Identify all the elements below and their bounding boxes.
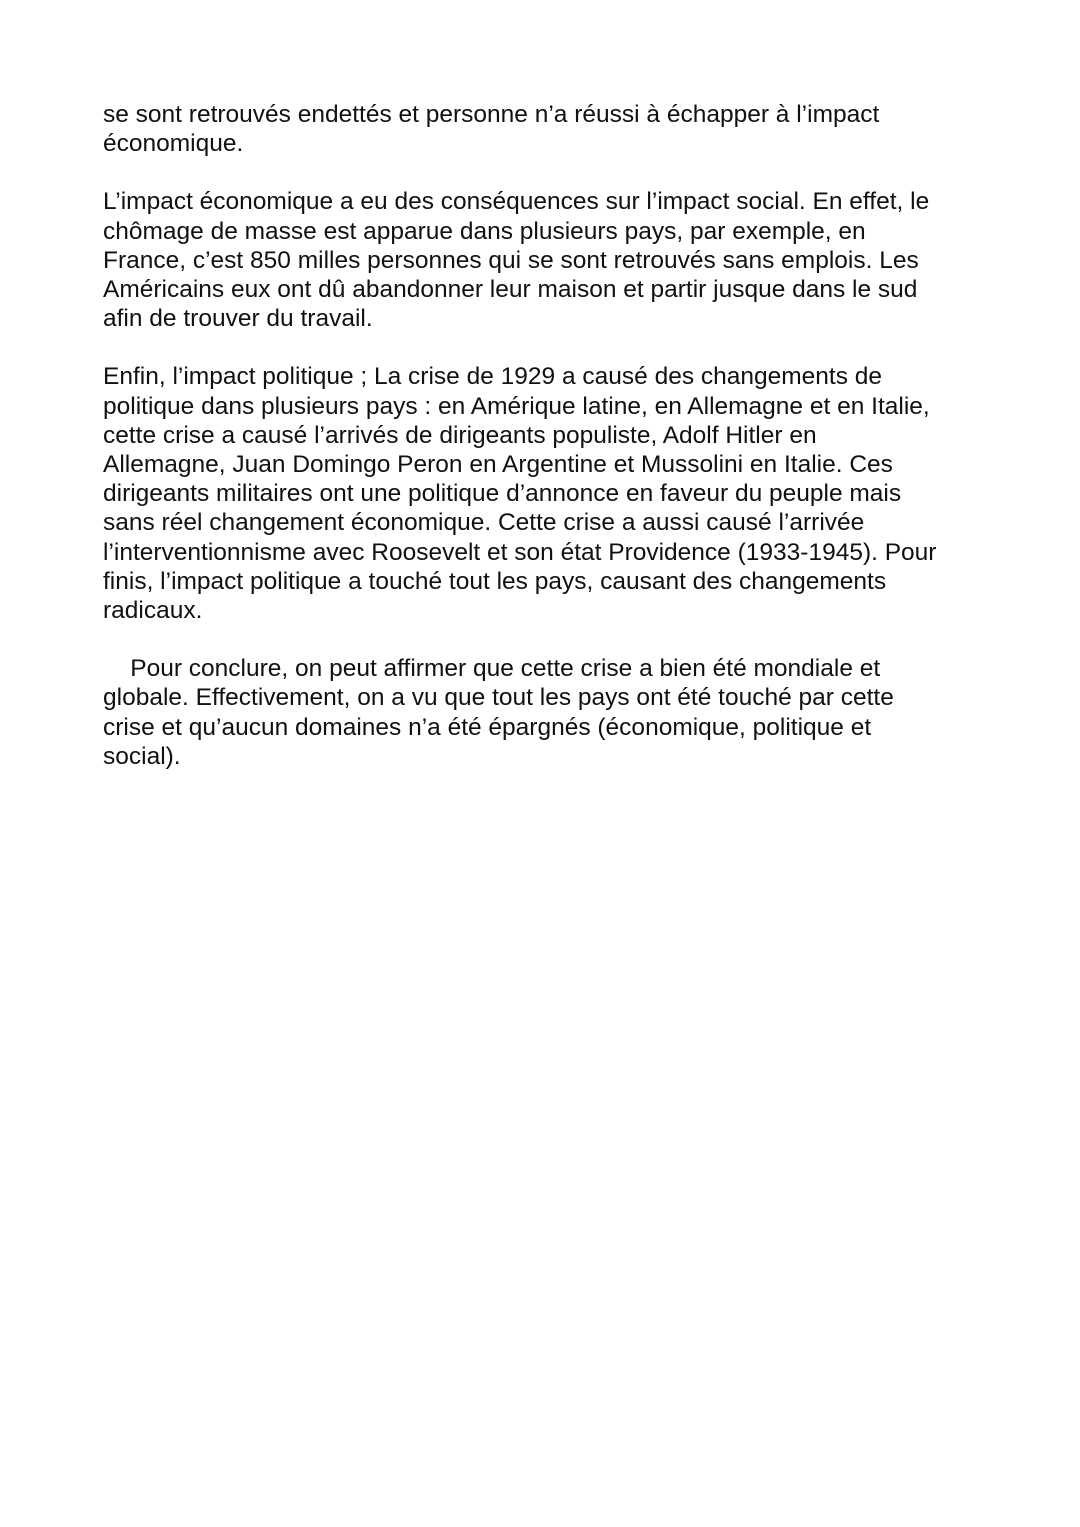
text-line: Allemagne, Juan Domingo Peron en Argentine et Mussolini en Italie. Ces: [103, 451, 893, 479]
text-line: social).: [103, 742, 181, 770]
text-line: globale. Effectivement, on a vu que tout les pays ont été touché par cette: [103, 684, 894, 712]
text-line: dirigeants militaires ont une politique d’annonce en faveur du peuple mais: [103, 480, 902, 508]
text-line: Américains eux ont dû abandonner leur maison et partir jusque dans le sud: [103, 276, 918, 304]
text-line: L’impact économique a eu des conséquences sur l’impact social. En effet, le: [103, 188, 930, 216]
text-line: chômage de masse est apparue dans plusieurs pays, par exemple, en: [103, 217, 866, 245]
text-line: se sont retrouvés endettés et personne n’a réussi à échapper à l’impact: [103, 101, 880, 128]
text-line: France, c’est 850 milles personnes qui se sont retrouvés sans emplois. Les: [103, 246, 919, 274]
paragraph-conclusion: [103, 654, 983, 771]
paragraph-social-impact: [103, 187, 983, 333]
paragraph-political-impact: [103, 362, 983, 625]
text-line: Pour conclure, on peut affirmer que cette crise a bien été mondiale et: [103, 655, 881, 683]
text-line: cette crise a causé l’arrivés de dirigeants populiste, Adolf Hitler en: [103, 421, 817, 449]
text-line: politique dans plusieurs pays : en Amérique latine, en Allemagne et en Italie,: [103, 392, 930, 420]
paragraph-spacer: [103, 333, 983, 362]
text-line: Enfin, l’impact politique ; La crise de 1929 a causé des changements de: [103, 363, 883, 391]
text-line: l’interventionnisme avec Roosevelt et son état Providence (1933-1945). Pour: [103, 538, 937, 566]
text-line: radicaux.: [103, 597, 203, 625]
text-line: sans réel changement économique. Cette crise a aussi causé l’arrivée: [103, 509, 865, 537]
text-line: finis, l’impact politique a touché tout les pays, causant des changements: [103, 567, 887, 595]
paragraph-economic-intro: [103, 100, 983, 158]
paragraph-spacer: [103, 625, 983, 654]
text-line: crise et qu’aucun domaines n’a été épargnés (économique, politique et: [103, 713, 872, 741]
document-body: [103, 100, 983, 771]
text-line: économique.: [103, 130, 244, 158]
paragraph-spacer: [103, 158, 983, 187]
text-line: afin de trouver du travail.: [103, 305, 373, 333]
